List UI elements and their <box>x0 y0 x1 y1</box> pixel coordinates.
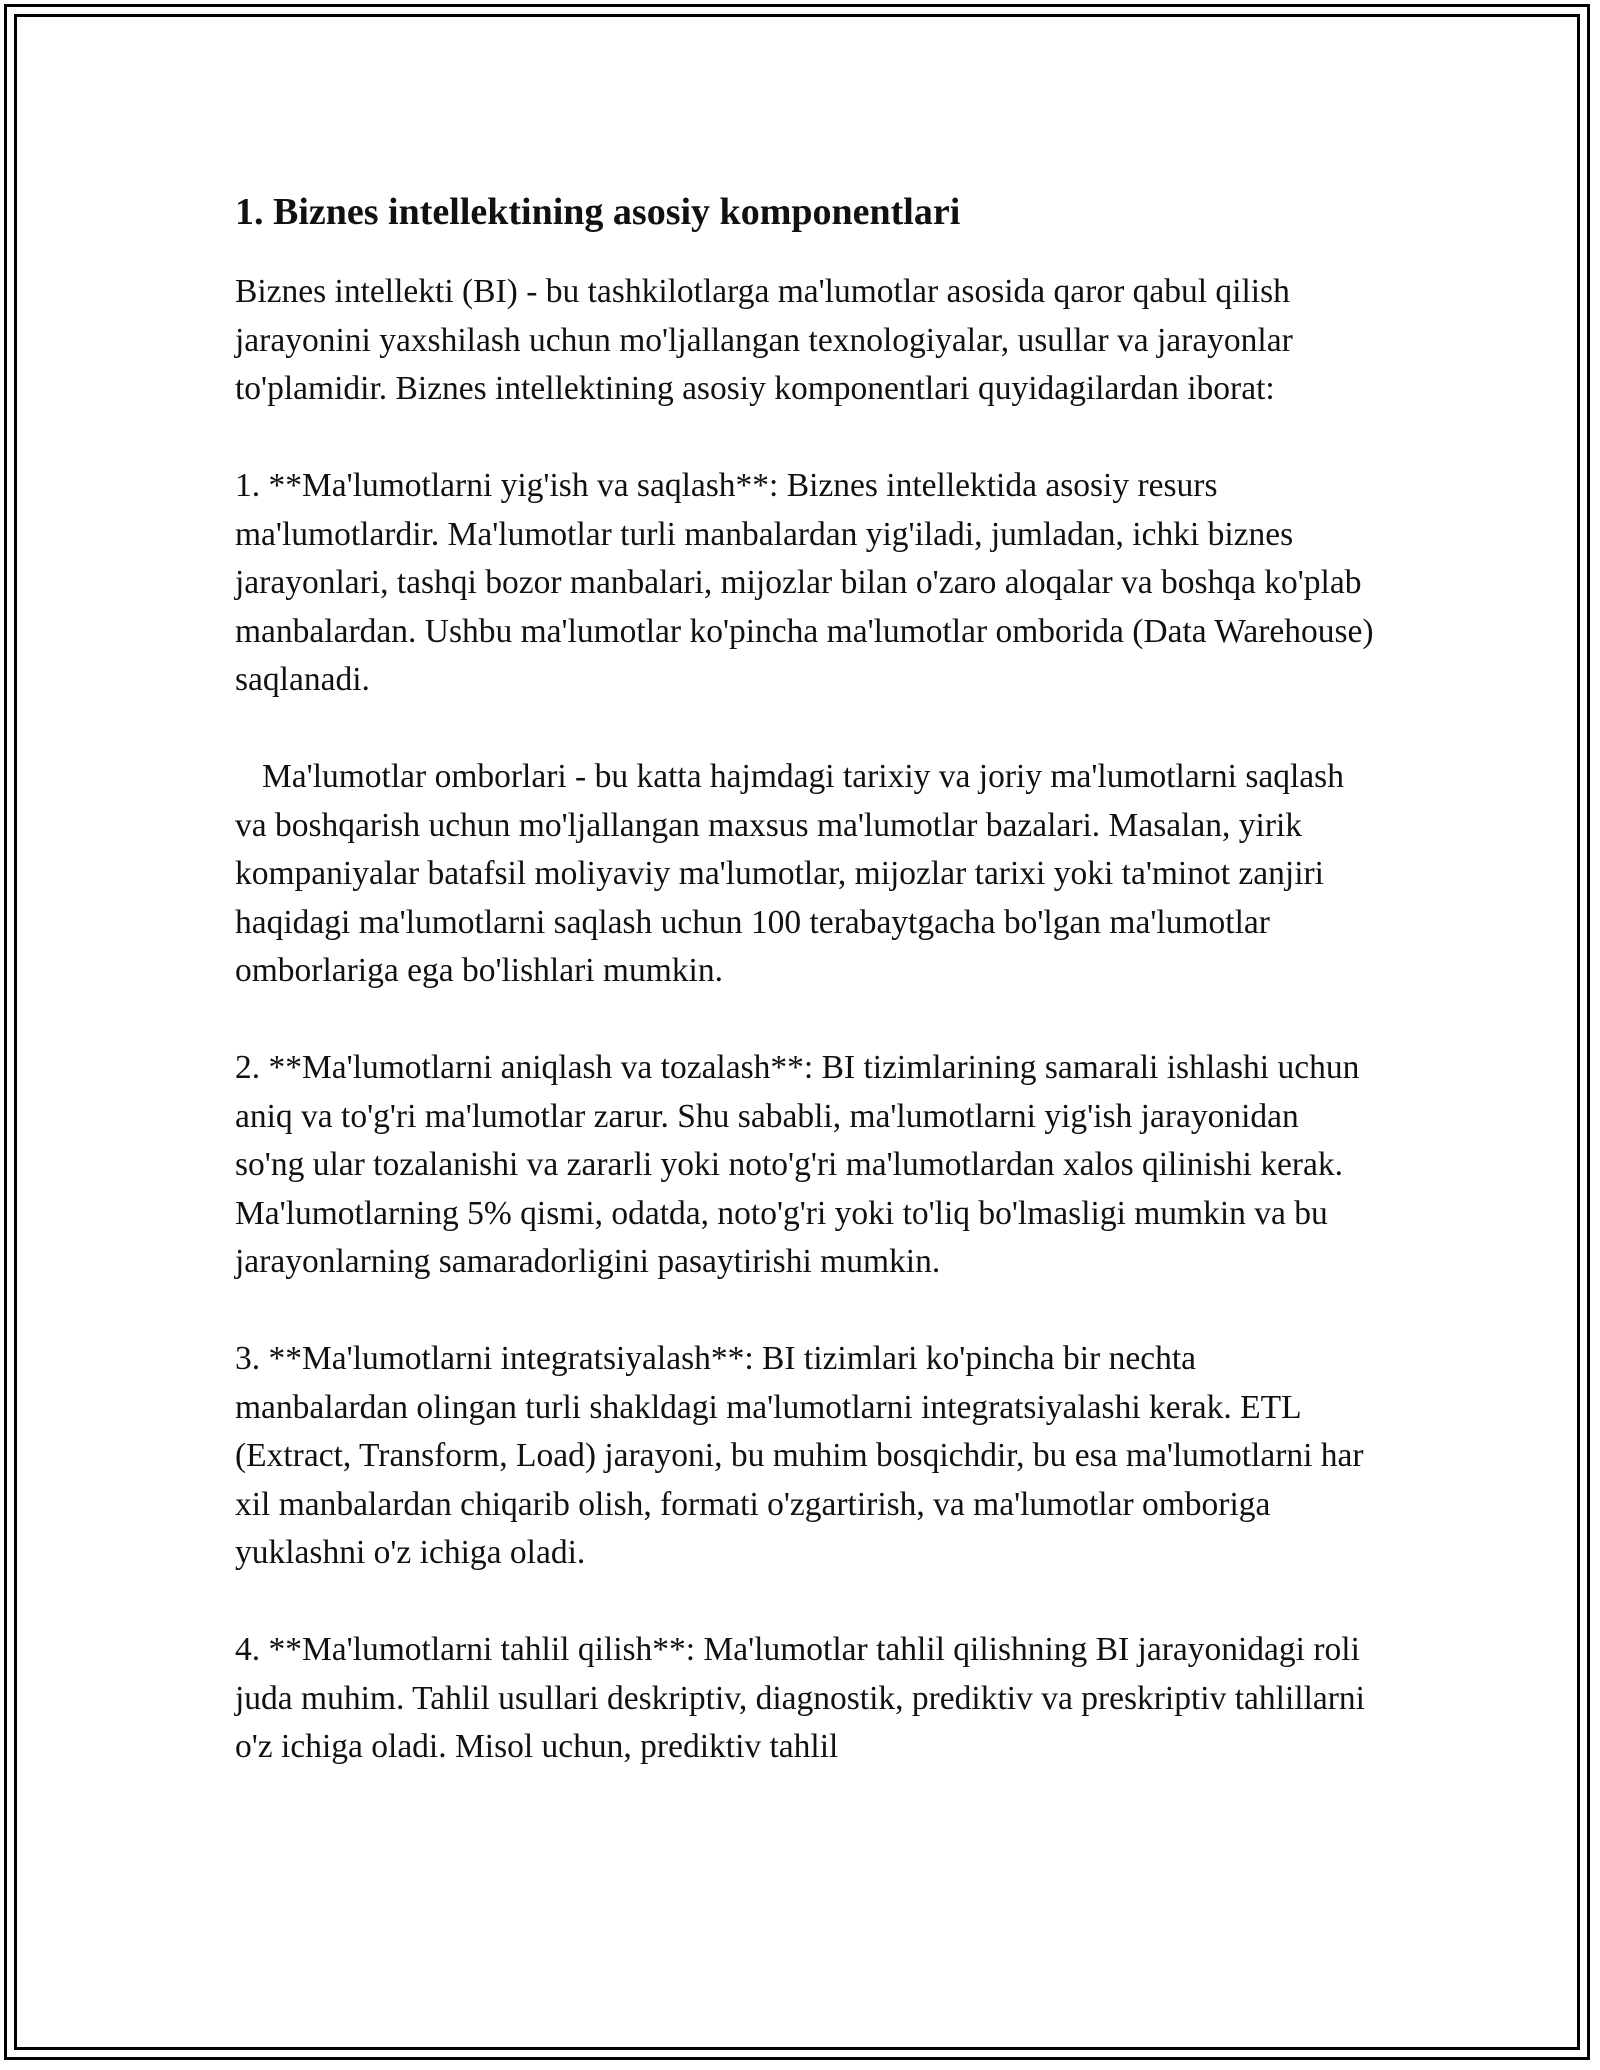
paragraph-item-3: 3. **Ma'lumotlarni integratsiyalash**: BI tizimlari ko'pincha bir nechta manbalardan olingan turli shakldagi ma'lumotlarni integratsiyalashi kerak. ETL (Extract, Transform, Load) jarayoni, bu muhim bosqichdir, bu esa ma'lumotlarni har xil manbalardan chiqarib olish, formati o'zgartirish, va ma'lumotlar omboriga yuklashni o'z ichiga oladi. <box>235 1340 1364 1571</box>
document-body <box>235 184 1375 1820</box>
document-title: 1. Biznes intellektining asosiy komponentlari <box>235 191 961 233</box>
paragraph-item-1: 1. **Ma'lumotlarni yig'ish va saqlash**: Biznes intellektida asosiy resurs ma'lumotlardir. Ma'lumotlar turli manbalardan yig'iladi, jumladan, ichki biznes jarayonlari, tashqi bozor manbalari, mijozlar bilan o'zaro aloqalar va boshqa ko'plab manbalardan. Ushbu ma'lumotlar ko'pincha ma'lumotlar omborida (Data Warehouse) saqlanadi. <box>235 467 1374 698</box>
paragraph-item-4: 4. **Ma'lumotlarni tahlil qilish**: Ma'lumotlar tahlil qilishning BI jarayonidagi roli juda muhim. Tahlil usullari deskriptiv, diagnostik, prediktiv va preskriptiv tahlillarni o'z ichiga oladi. Misol uchun, prediktiv tahlil <box>235 1631 1365 1765</box>
paragraph-item-2: 2. **Ma'lumotlarni aniqlash va tozalash**: BI tizimlarining samarali ishlashi uchun aniq va to'g'ri ma'lumotlar zarur. Shu sababli, ma'lumotlarni yig'ish jarayonidan so'ng ular tozalanishi va zararli yoki noto'g'ri ma'lumotlardan xalos qilinishi kerak. Ma'lumotlarning 5% qismi, odatda, noto'g'ri yoki to'liq bo'lmasligi mumkin va bu jarayonlarning samaradorligini pasaytirishi mumkin. <box>235 1049 1360 1280</box>
paragraph-intro: Biznes intellekti (BI) - bu tashkilotlarga ma'lumotlar asosida qaror qabul qilish jarayonini yaxshilash uchun mo'ljallangan texnologiyalar, usullar va jarayonlar to'plamidir. Biznes intellektining asosiy komponentlari quyidagilardan iborat: <box>235 273 1293 407</box>
paragraph-data-warehouse: Ma'lumotlar omborlari - bu katta hajmdagi tarixiy va joriy ma'lumotlarni saqlash va boshqarish uchun mo'ljallangan maxsus ma'lumotlar bazalari. Masalan, yirik kompaniyalar batafsil moliyaviy ma'lumotlar, mijozlar tarixi yoki ta'minot zanjiri haqidagi ma'lumotlarni saqlash uchun 100 terabaytgacha bo'lgan ma'lumotlar omborlariga ega bo'lishlari mumkin. <box>235 758 1344 989</box>
